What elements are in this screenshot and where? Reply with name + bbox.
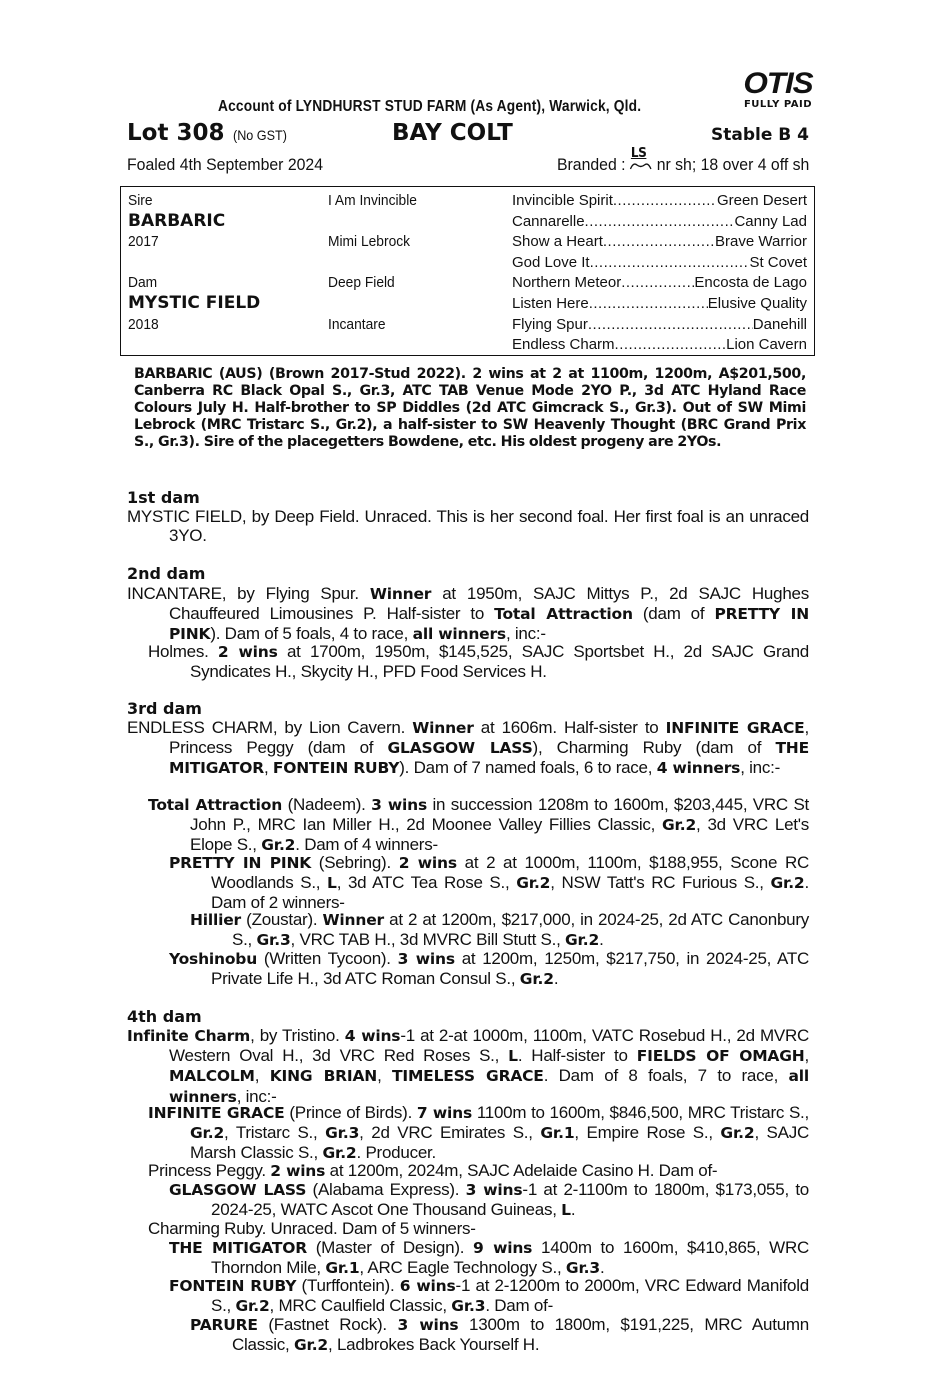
text: , inc:- [236, 1086, 277, 1106]
gg-damsire: Green Desert [716, 192, 807, 209]
gst-note: (No GST) [232, 127, 287, 143]
text: , [377, 1066, 393, 1086]
horse-description: BAY COLT [392, 120, 513, 146]
progeny-entry [169, 1276, 809, 1316]
lot-number [127, 120, 292, 146]
text: 1400m to 1600m, $410,865, WRC Thorndon Mile, [211, 1238, 809, 1278]
bold-text: Gr.2 [293, 1336, 329, 1355]
text: (Prince of Birds). [284, 1103, 417, 1122]
second-dam-entry [127, 584, 809, 645]
progeny-entry [148, 1161, 809, 1181]
bold-text: 9 wins [473, 1239, 533, 1257]
pedigree-table [120, 186, 815, 356]
progeny-entry [190, 1315, 809, 1355]
bold-text: Winner [412, 719, 474, 737]
stable-location: Stable B 4 [711, 125, 809, 145]
great-grandparent-row [512, 294, 807, 314]
gg-sire: Show a Heart [512, 233, 603, 250]
bold-text: THE MITIGATOR [169, 1239, 307, 1257]
progeny-entry [190, 910, 809, 950]
second-dam-heading: 2nd dam [127, 564, 206, 583]
text: (Written Tycoon). [257, 949, 398, 968]
gg-damsire: Encosta de Lago [694, 274, 807, 291]
bold-text: Gr.1 [325, 1259, 360, 1278]
bold-text: Winner [322, 911, 384, 929]
bold-text: Hillier [190, 911, 241, 929]
progeny-entry [148, 1103, 809, 1164]
bold-text: all winners [412, 625, 506, 644]
third-dam-heading: 3rd dam [127, 699, 202, 718]
text: (Fastnet Rock). [257, 1315, 398, 1334]
text: , MRC Caulfield Classic, [269, 1296, 452, 1316]
leader-dots [590, 253, 750, 273]
gg-damsire: Danehill [752, 316, 807, 333]
text: . Dam of 2 winners- [211, 873, 809, 913]
text: . [553, 969, 559, 989]
bold-text: 3 wins [465, 1181, 523, 1199]
bold-text: FONTEIN RUBY [272, 759, 400, 778]
bold-text: GLASGOW LASS [169, 1181, 307, 1199]
text: , inc:- [740, 758, 780, 778]
great-grandparent-row [512, 315, 807, 335]
bold-text: Gr.2 [516, 874, 551, 893]
gg-sire: Listen Here [512, 295, 589, 312]
bold-text: INFINITE GRACE [148, 1104, 285, 1122]
text: , VRC TAB H., 3d MVRC Bill Stutt S., [290, 930, 566, 950]
text: at 1606m. Half-sister to [473, 718, 666, 737]
text: (Master of Design). [306, 1238, 473, 1257]
text: (Sebring). [311, 853, 399, 872]
great-grandparent-row [512, 232, 807, 252]
text: . Half-sister to [517, 1046, 637, 1066]
text: , 3d ATC Tea Rose S., [336, 873, 517, 893]
text: . Dam of 8 foals, 7 to race, [543, 1066, 789, 1086]
bold-text: 4 winners [656, 759, 741, 778]
gg-sire: Flying Spur [512, 316, 588, 333]
lot-header [127, 120, 809, 152]
fourth-dam-entry [127, 1026, 809, 1107]
bold-text: 3 wins [397, 950, 455, 968]
text: ENDLESS CHARM, by Lion Cavern. [127, 718, 413, 737]
text: 1300m to 1800m, $191,225, MRC Autumn Classic, [232, 1315, 810, 1355]
brand-info [556, 146, 809, 175]
grandsire-maternal: Deep Field [328, 274, 395, 291]
text: . Dam of- [485, 1296, 553, 1316]
dam-label: Dam [128, 274, 158, 291]
bold-text: MALCOLM [169, 1067, 255, 1086]
bold-text: Infinite Charm [127, 1027, 251, 1045]
dam-year: 2018 [128, 316, 159, 333]
text: , 2d VRC Emirates S., [359, 1123, 541, 1143]
text: at 2 at 1000m, 1100m, $188,955, Scone RC Woodlands S., [211, 853, 810, 893]
text: at 1950m, SAJC Mittys P., 2d SAJC Hughes Chauffeured Limousines P. Half-sister to [169, 584, 809, 624]
bold-text: L [561, 1201, 571, 1220]
gg-sire: God Love It [512, 254, 590, 271]
sire-summary: BARBARIC (AUS) (Brown 2017-Stud 2022). 2 wins at 2 at 1100m, 1200m, A$201,500, Canberra RC Black Opal S., Gr.3, ATC TAB Venue Mode 2YO P., 3d ATC Hyland Race Colours July H. Half-brother to SP Diddles (2d ATC Gimcrack S., Gr.3). Out of SW Mimi Lebrock (MRC Tristarc S., Gr.2), a half-sister to SW Heavenly Thought (BRC Grand Prix S., Gr.3). Sire of the placegetters Bowdene, etc. His oldest progeny are 2YOs. [134, 366, 806, 450]
brand-mark-letters: LS [630, 146, 647, 161]
text: . [599, 930, 604, 950]
text: Princess Peggy. [148, 1161, 271, 1180]
text: . Dam of 4 winners- [295, 835, 438, 855]
text: ), Charming Ruby (dam of [532, 738, 776, 758]
text: -1 at 2-1200m to 2000m, VRC Edward Manifold S., [211, 1276, 809, 1316]
text: (dam of [632, 604, 715, 624]
leader-dots [588, 315, 753, 335]
text: , [254, 1066, 270, 1086]
leader-dots [603, 232, 715, 252]
leader-dots [589, 294, 708, 314]
bold-text: all winners [169, 1067, 810, 1106]
bold-text: PARURE [190, 1316, 258, 1334]
bold-text: Total Attraction [148, 796, 283, 814]
great-grandparent-row [512, 335, 807, 355]
text: , SAJC Marsh Classic S., [190, 1123, 809, 1163]
vendor-account: Account of LYNDHURST STUD FARM (As Agent), Warwick, Qld. [218, 98, 642, 115]
text: , by Tristino. [250, 1026, 345, 1045]
text: at 1700m, 1950m, $145,525, SAJC Sportsbet H., 2d SAJC Grand Syndicates H., Skycity H., PFD Food Services H. [190, 642, 810, 682]
bold-text: 2 wins [270, 1162, 326, 1180]
bold-text: TIMELESS GRACE [392, 1067, 544, 1086]
bold-text: Gr.2 [261, 836, 296, 855]
leader-dots [585, 212, 735, 232]
bold-text: L [508, 1047, 518, 1066]
gg-damsire: Canny Lad [734, 213, 807, 230]
text: Holmes. [148, 642, 218, 661]
gg-damsire: Elusive Quality [707, 295, 807, 312]
bold-text: Gr.3 [451, 1297, 486, 1316]
text: , Princess Peggy (dam of [169, 718, 810, 758]
progeny-entry [148, 795, 809, 856]
text: , Tristarc S., [224, 1123, 326, 1143]
lot-label: Lot 308 [127, 120, 225, 146]
progeny-entry [169, 853, 809, 913]
text: (Alabama Express). [306, 1180, 466, 1199]
gg-damsire: St Covet [749, 254, 807, 271]
bold-text: FIELDS OF OMAGH [636, 1047, 805, 1066]
bold-text: Gr.2 [519, 970, 554, 989]
text: 1100m to 1600m, $846,500, MRC Tristarc S., [472, 1103, 809, 1122]
bold-text: Gr.1 [540, 1124, 575, 1143]
progeny-entry [148, 1219, 809, 1238]
great-grandparent-row [512, 191, 807, 211]
bold-text: 3 wins [371, 796, 428, 814]
bold-text: Gr.2 [770, 874, 805, 893]
gg-damsire: Brave Warrior [715, 233, 807, 250]
gg-sire: Cannarelle [512, 213, 585, 230]
bold-text: Gr.3 [565, 1259, 600, 1278]
bold-text: Yoshinobu [169, 950, 258, 968]
first-dam-text: MYSTIC FIELD, by Deep Field. Unraced. This is her second foal. Her first foal is an unraced 3YO. [127, 507, 809, 546]
text: (Turffontein). [296, 1276, 400, 1295]
first-dam-heading: 1st dam [127, 488, 200, 507]
text: (Nadeem). [282, 795, 372, 814]
text: -1 at 2-at 1000m, 1100m, VATC Rosebud H., 2d MVRC Western Oval H., 3d VRC Red Roses S., [169, 1026, 809, 1066]
bold-text: 2 wins [398, 854, 457, 872]
bold-text: Gr.3 [256, 931, 291, 950]
text: ). Dam of 5 foals, 4 to race, [210, 624, 413, 644]
gg-sire: Endless Charm [512, 336, 615, 353]
text: , Empire Rose S., [574, 1123, 721, 1143]
progeny-entry [169, 1238, 809, 1278]
foaled-date: Foaled 4th September 2024 [127, 155, 324, 174]
bold-text: 4 wins [344, 1027, 401, 1045]
third-dam-entry [127, 718, 809, 779]
text: at 1200m, 2024m, SAJC Adelaide Casino H. Dam of- [325, 1161, 718, 1180]
text: , inc:- [505, 624, 546, 644]
text: , Ladbrokes Back Yourself H. [328, 1335, 540, 1355]
otis-logo [737, 67, 819, 111]
bold-text: Gr.2 [662, 816, 697, 835]
great-grandparent-row [512, 212, 807, 232]
gg-sire: Invincible Spirit [512, 192, 613, 209]
progeny-entry [148, 642, 809, 681]
bold-text: Gr.2 [565, 931, 600, 950]
bold-text: Gr.2 [322, 1144, 357, 1163]
bold-text: L [327, 874, 337, 893]
bold-text: THE MITIGATOR [169, 739, 809, 778]
dam-name: MYSTIC FIELD [128, 293, 261, 313]
text: , NSW Tatt's RC Furious S., [550, 873, 771, 893]
grandsire-paternal: I Am Invincible [328, 192, 417, 209]
progeny-entry [169, 949, 809, 989]
leader-dots [615, 335, 727, 355]
text: . Producer. [356, 1143, 436, 1163]
text: in succession 1208m to 1600m, $203,445, VRC St John P., MRC Ian Miller H., 2d Moonee Valley Fillies Classic, [190, 795, 810, 835]
text: (Zoustar). [240, 910, 323, 929]
bold-text: 3 wins [397, 1316, 459, 1334]
gg-damsire: Lion Cavern [726, 336, 807, 353]
granddam-paternal: Mimi Lebrock [328, 233, 411, 250]
bold-text: 6 wins [399, 1277, 456, 1295]
bold-text: Gr.2 [720, 1124, 755, 1143]
text: INCANTARE, by Flying Spur. [127, 584, 370, 603]
text: -1 at 2-1100m to 1800m, $173,055, to 2024-25, WATC Ascot One Thousand Guineas, [211, 1180, 809, 1220]
gg-sire: Northern Meteor [512, 274, 622, 291]
bold-text: PRETTY IN PINK [169, 605, 809, 644]
bold-text: Winner [369, 585, 432, 603]
branded-label: Branded : [556, 155, 626, 174]
bold-text: Gr.2 [235, 1297, 270, 1316]
great-grandparent-row [512, 273, 807, 293]
text: . [570, 1200, 576, 1220]
text: . [599, 1258, 605, 1278]
logo-brand: OTIS [743, 67, 813, 100]
text: , 3d VRC Let's Elope S., [190, 815, 809, 855]
bold-text: Total Attraction [494, 605, 633, 624]
sire-name: BARBARIC [128, 211, 226, 231]
bold-text: 7 wins [416, 1104, 473, 1122]
great-grandparent-row [512, 253, 807, 273]
text: ). Dam of 7 named foals, 6 to race, [399, 758, 657, 778]
payment-status: FULLY PAID [743, 99, 813, 110]
text: Charming Ruby. Unraced. Dam of 5 winners- [148, 1219, 476, 1238]
bold-text: INFINITE GRACE [665, 719, 805, 737]
leader-dots [613, 191, 717, 211]
fourth-dam-heading: 4th dam [127, 1007, 202, 1026]
bold-text: FONTEIN RUBY [169, 1277, 297, 1295]
branded-detail: nr sh; 18 over 4 off sh [656, 155, 809, 174]
bold-text: 2 wins [217, 643, 278, 661]
bold-text: Gr.3 [325, 1124, 360, 1143]
bold-text: PRETTY IN PINK [169, 854, 312, 872]
text: at 1200m, 1250m, $217,750, in 2024-25, ATC Private Life H., 3d ATC Roman Consul S., [211, 949, 810, 989]
granddam-maternal: Incantare [328, 316, 386, 333]
text: , [804, 1046, 809, 1066]
progeny-entry [169, 1180, 809, 1220]
bold-text: Gr.2 [190, 1124, 225, 1143]
bold-text: GLASGOW LASS [387, 739, 533, 758]
bold-text: KING BRIAN [269, 1067, 378, 1086]
sire-year: 2017 [128, 233, 159, 250]
sire-label: Sire [128, 192, 153, 209]
text: , ARC Eagle Technology S., [359, 1258, 566, 1278]
text: at 2 at 1200m, $217,000, in 2024-25, 2d ATC Canonbury S., [232, 910, 810, 950]
leader-dots [621, 273, 694, 293]
text: , [263, 758, 273, 778]
brand-mark-icon [630, 146, 652, 172]
